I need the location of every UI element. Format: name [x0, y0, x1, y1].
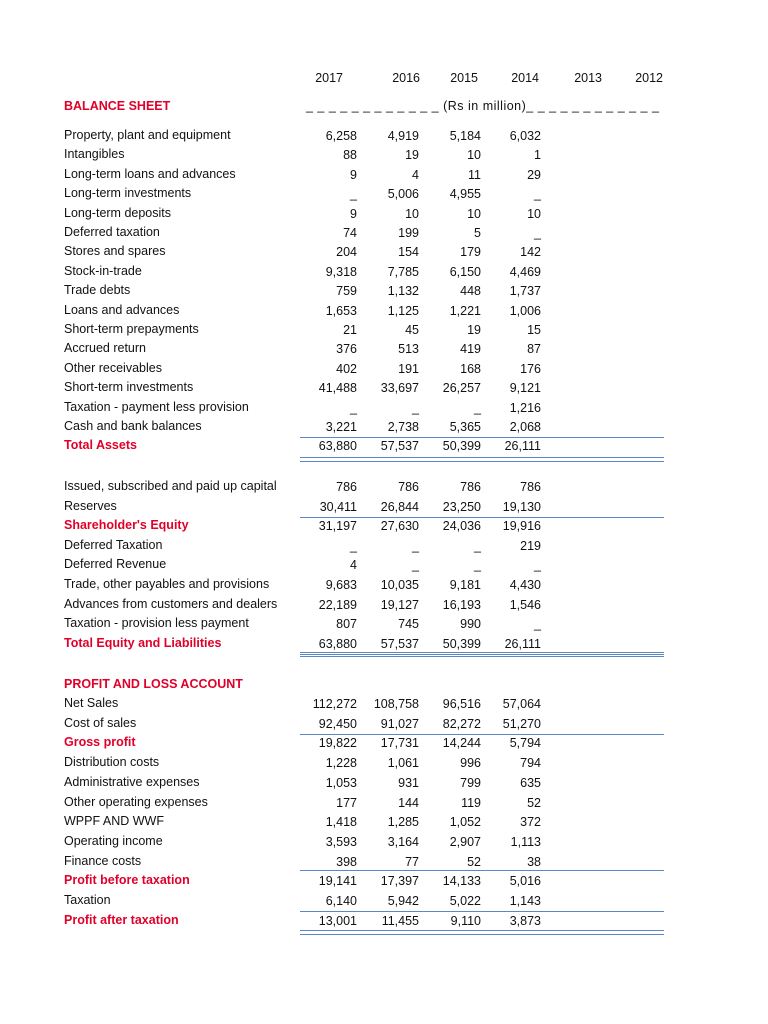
- cell-2016: 5,942: [387, 894, 419, 908]
- cell-2015: 10: [467, 148, 481, 163]
- year-2012: 2012: [635, 71, 663, 85]
- cell-2014: 786: [520, 480, 541, 494]
- cell-2016: _: [412, 400, 419, 415]
- total-row: [0, 438, 768, 457]
- cell-2015: 5: [474, 226, 481, 240]
- cell-2017: 112,272: [312, 697, 357, 711]
- cell-2017: 786: [336, 480, 357, 494]
- cell-2014: 1: [534, 148, 541, 163]
- total-row: [0, 735, 768, 754]
- table-row: [0, 128, 768, 147]
- year-2014: 2014: [511, 71, 539, 85]
- cell-2015: 990: [460, 617, 481, 632]
- cell-2015: 23,250: [442, 499, 481, 514]
- cell-2017: 21: [343, 323, 357, 337]
- row-label: Deferred Taxation: [64, 537, 163, 552]
- row-label: Deferred taxation: [64, 225, 160, 239]
- cell-2016: 57,537: [380, 439, 419, 454]
- cell-2017: 88: [343, 148, 357, 163]
- cell-2017: 402: [336, 361, 357, 376]
- cell-2014: 51,270: [502, 716, 541, 731]
- cell-2015: 9,181: [449, 578, 481, 592]
- table-row: [0, 322, 768, 341]
- cell-2016: 513: [398, 342, 419, 357]
- cell-2014: _: [534, 558, 541, 573]
- table-row: [0, 696, 768, 715]
- cell-2015: 52: [467, 854, 481, 869]
- row-label: Net Sales: [64, 696, 119, 710]
- row-label: Advances from customers and dealers: [64, 596, 278, 611]
- cell-2016: 91,027: [380, 716, 419, 731]
- cell-2016: 4,919: [387, 129, 419, 143]
- cell-2017: 19,822: [318, 736, 357, 751]
- table-row: [0, 755, 768, 774]
- cell-2016: 1,285: [387, 815, 419, 830]
- row-label: Property, plant and equipment: [64, 128, 231, 142]
- cell-2015: _: [474, 538, 481, 553]
- cell-2015: 11: [468, 167, 481, 182]
- row-label: Accrued return: [64, 341, 146, 356]
- cell-2015: _: [474, 400, 481, 415]
- row-label: Stock-in-trade: [64, 263, 142, 278]
- cell-2015: _: [474, 558, 481, 573]
- single-rule: [300, 870, 664, 871]
- row-label: Deferred Revenue: [64, 557, 167, 572]
- cell-2014: 26,111: [504, 636, 541, 651]
- cell-2016: 1,061: [387, 756, 419, 771]
- table-row: [0, 814, 768, 833]
- cell-2015: 14,244: [442, 736, 481, 751]
- cell-2014: 372: [520, 815, 541, 830]
- cell-2017: 31,197: [318, 519, 357, 534]
- year-2017: 2017: [315, 71, 343, 85]
- row-label: Long-term deposits: [64, 205, 172, 220]
- table-row: [0, 167, 768, 186]
- cell-2016: 27,630: [380, 519, 419, 534]
- cell-2016: _: [412, 538, 419, 553]
- cell-2014: _: [534, 226, 541, 240]
- table-row: [0, 834, 768, 853]
- cell-2014: 142: [520, 245, 541, 260]
- cell-2014: 6,032: [509, 129, 541, 143]
- total-row: [0, 913, 768, 932]
- cell-2016: _: [412, 558, 419, 573]
- single-rule: [300, 911, 664, 912]
- cell-2017: 9,318: [325, 264, 357, 279]
- cell-2017: 13,001: [318, 913, 357, 928]
- cell-2017: 63,880: [318, 636, 357, 651]
- cell-2016: 3,164: [387, 834, 419, 849]
- cell-2017: 30,411: [319, 499, 357, 514]
- cell-2017: 1,228: [325, 756, 357, 771]
- table-row: [0, 557, 768, 576]
- total-row: [0, 873, 768, 892]
- cell-2014: 19,916: [502, 519, 541, 534]
- row-label: Issued, subscribed and paid up capital: [64, 479, 277, 493]
- cell-2016: 4: [412, 167, 419, 182]
- cell-2016: 786: [398, 480, 419, 494]
- cell-2016: 191: [398, 361, 419, 376]
- cell-2014: _: [534, 187, 541, 202]
- cell-2016: 57,537: [380, 636, 419, 651]
- cell-2017: 9,683: [325, 578, 357, 592]
- double-rule: [300, 930, 664, 935]
- cell-2015: 5,184: [449, 129, 481, 143]
- single-rule: [300, 437, 664, 438]
- cell-2017: 9: [350, 206, 357, 221]
- cell-2016: 745: [398, 617, 419, 632]
- cell-2016: 45: [405, 323, 419, 337]
- cell-2014: 1,143: [509, 894, 541, 908]
- cell-2017: 1,418: [325, 815, 357, 830]
- table-row: [0, 244, 768, 263]
- balance-sheet-title: BALANCE SHEET: [64, 99, 171, 113]
- cell-2017: 3,593: [325, 834, 357, 849]
- cell-2016: 7,785: [387, 264, 419, 279]
- row-label: Administrative expenses: [64, 774, 200, 789]
- row-label: Distribution costs: [64, 755, 160, 770]
- row-label: Gross profit: [64, 735, 136, 750]
- cell-2016: 10: [405, 206, 419, 221]
- row-label: Cost of sales: [64, 715, 137, 730]
- cell-2015: 5,365: [449, 420, 481, 434]
- row-label: Long-term investments: [64, 186, 192, 201]
- cell-2017: 3,221: [325, 420, 357, 434]
- cell-2015: 179: [460, 245, 481, 260]
- cell-2016: 10,035: [380, 578, 419, 592]
- cell-2015: 448: [460, 284, 481, 299]
- cell-2017: 63,880: [318, 439, 357, 454]
- table-row: [0, 893, 768, 912]
- cell-2017: 9: [350, 167, 357, 182]
- row-label: Taxation: [64, 893, 111, 907]
- cell-2017: 759: [336, 284, 357, 299]
- table-row: [0, 419, 768, 438]
- table-row: [0, 775, 768, 794]
- profit-loss-title: PROFIT AND LOSS ACCOUNT: [64, 677, 243, 691]
- cell-2015: 786: [460, 480, 481, 494]
- table-row: [0, 795, 768, 814]
- cell-2016: 5,006: [387, 187, 419, 202]
- cell-2014: 29: [527, 167, 541, 182]
- cell-2014: 1,737: [509, 284, 541, 299]
- cell-2016: 17,731: [380, 736, 419, 751]
- table-row: [0, 597, 768, 616]
- cell-2017: 19,141: [318, 874, 357, 889]
- cell-2017: 92,450: [318, 716, 357, 731]
- cell-2015: 14,133: [442, 874, 481, 889]
- row-label: Cash and bank balances: [64, 419, 202, 433]
- cell-2016: 17,397: [380, 874, 419, 889]
- row-label: Taxation - payment less provision: [64, 399, 249, 414]
- cell-2014: 794: [520, 756, 541, 771]
- cell-2016: 11,455: [381, 913, 419, 928]
- cell-2016: 1,125: [387, 303, 419, 318]
- cell-2015: 96,516: [442, 697, 481, 711]
- table-row: [0, 361, 768, 380]
- row-label: Reserves: [64, 498, 117, 513]
- cell-2014: 1,546: [509, 597, 541, 612]
- row-label: Taxation - provision less payment: [64, 616, 249, 631]
- cell-2015: 1,221: [449, 303, 481, 318]
- table-row: [0, 499, 768, 518]
- table-row: [0, 577, 768, 596]
- row-label: Other operating expenses: [64, 794, 208, 809]
- table-row: [0, 479, 768, 498]
- cell-2016: 931: [398, 775, 419, 790]
- cell-2016: 77: [405, 854, 419, 869]
- double-rule: [300, 652, 664, 657]
- cell-2015: 9,110: [450, 913, 481, 928]
- cell-2017: 1,653: [325, 303, 357, 318]
- table-row: [0, 538, 768, 557]
- cell-2015: 26,257: [442, 381, 481, 396]
- cell-2015: 24,036: [442, 519, 481, 534]
- single-rule: [300, 734, 664, 735]
- double-rule: [300, 457, 664, 462]
- cell-2017: 6,258: [325, 129, 357, 143]
- row-label: Other receivables: [64, 360, 162, 375]
- single-rule: [300, 517, 664, 518]
- cell-2017: _: [350, 187, 357, 202]
- cell-2014: 1,216: [509, 400, 541, 415]
- cell-2016: 1,132: [387, 284, 419, 299]
- row-label: Finance costs: [64, 853, 142, 868]
- cell-2016: 144: [398, 795, 419, 810]
- cell-2014: 5,794: [509, 736, 541, 751]
- cell-2014: 3,873: [509, 913, 541, 928]
- cell-2015: 419: [460, 342, 481, 357]
- table-row: [0, 225, 768, 244]
- cell-2017: 376: [336, 342, 357, 357]
- year-2016: 2016: [392, 71, 420, 85]
- cell-2014: 10: [527, 206, 541, 221]
- table-row: [0, 380, 768, 399]
- cell-2014: 2,068: [509, 420, 541, 434]
- row-label: Stores and spares: [64, 244, 166, 259]
- row-label: WPPF AND WWF: [64, 814, 164, 829]
- cell-2014: 26,111: [504, 439, 541, 454]
- cell-2014: 52: [527, 795, 541, 810]
- cell-2015: 50,399: [442, 439, 481, 454]
- cell-2014: 4,430: [509, 578, 541, 592]
- cell-2014: 19,130: [502, 499, 541, 514]
- row-label: Loans and advances: [64, 302, 180, 317]
- cell-2016: 33,697: [380, 381, 419, 396]
- row-label: Profit before taxation: [64, 873, 190, 888]
- table-row: [0, 341, 768, 360]
- row-label: Intangibles: [64, 147, 125, 162]
- row-label: Total Equity and Liabilities: [64, 635, 222, 650]
- cell-2017: 22,189: [318, 597, 357, 612]
- row-label: Short-term investments: [64, 380, 194, 395]
- cell-2015: 6,150: [449, 264, 481, 279]
- row-label: Shareholder's Equity: [64, 518, 189, 533]
- cell-2015: 2,907: [449, 834, 481, 849]
- cell-2015: 1,052: [449, 815, 481, 830]
- row-label: Long-term loans and advances: [64, 166, 236, 181]
- row-label: Operating income: [64, 833, 163, 848]
- cell-2015: 4,955: [449, 187, 481, 202]
- cell-2016: 2,738: [387, 420, 419, 434]
- year-2013: 2013: [574, 71, 602, 85]
- cell-2017: _: [350, 400, 357, 415]
- cell-2015: 10: [467, 206, 481, 221]
- cell-2014: 635: [520, 775, 541, 790]
- units-label: _ _ _ _ _ _ _ _ _ _ _ _ (Rs in million)_ _ _ _ _ _ _ _ _ _ _ _: [306, 99, 660, 113]
- cell-2014: 1,006: [509, 303, 541, 318]
- cell-2015: 799: [460, 775, 481, 790]
- cell-2015: 119: [461, 795, 481, 810]
- row-label: Profit after taxation: [64, 912, 179, 927]
- total-row: [0, 518, 768, 537]
- cell-2015: 16,193: [442, 597, 481, 612]
- cell-2017: _: [350, 538, 357, 553]
- cell-2014: 38: [527, 854, 541, 869]
- cell-2014: 57,064: [502, 697, 541, 711]
- table-row: [0, 147, 768, 166]
- row-label: Trade debts: [64, 283, 131, 298]
- cell-2015: 19: [467, 323, 481, 337]
- cell-2017: 4: [350, 558, 357, 573]
- cell-2014: 15: [527, 323, 541, 337]
- cell-2017: 177: [336, 795, 357, 810]
- table-row: [0, 303, 768, 322]
- cell-2016: 108,758: [373, 697, 419, 711]
- cell-2015: 996: [460, 756, 481, 771]
- cell-2017: 204: [336, 245, 357, 260]
- cell-2016: 19: [405, 148, 419, 163]
- cell-2014: 1,113: [510, 834, 541, 849]
- table-row: [0, 400, 768, 419]
- cell-2014: 87: [527, 342, 541, 357]
- cell-2014: _: [534, 617, 541, 632]
- cell-2017: 807: [336, 617, 357, 632]
- cell-2015: 82,272: [442, 716, 481, 731]
- table-row: [0, 186, 768, 205]
- cell-2016: 26,844: [380, 499, 419, 514]
- table-row: [0, 264, 768, 283]
- cell-2014: 219: [520, 538, 541, 553]
- cell-2014: 9,121: [509, 381, 541, 396]
- cell-2017: 398: [336, 854, 357, 869]
- cell-2014: 4,469: [509, 264, 541, 279]
- row-label: Trade, other payables and provisions: [64, 577, 270, 591]
- cell-2017: 1,053: [325, 775, 357, 790]
- row-label: Total Assets: [64, 438, 137, 453]
- cell-2016: 154: [398, 245, 419, 260]
- cell-2015: 5,022: [449, 894, 481, 908]
- row-label: Short-term prepayments: [64, 322, 199, 336]
- cell-2016: 19,127: [380, 597, 419, 612]
- cell-2014: 5,016: [509, 874, 541, 889]
- year-2015: 2015: [450, 71, 478, 85]
- cell-2017: 74: [343, 226, 357, 240]
- cell-2016: 199: [398, 226, 419, 240]
- cell-2015: 50,399: [442, 636, 481, 651]
- cell-2015: 168: [460, 361, 481, 376]
- table-row: [0, 283, 768, 302]
- cell-2017: 41,488: [318, 381, 357, 396]
- cell-2014: 176: [520, 361, 541, 376]
- table-row: [0, 716, 768, 735]
- table-row: [0, 206, 768, 225]
- cell-2017: 6,140: [325, 894, 357, 908]
- table-row: [0, 616, 768, 635]
